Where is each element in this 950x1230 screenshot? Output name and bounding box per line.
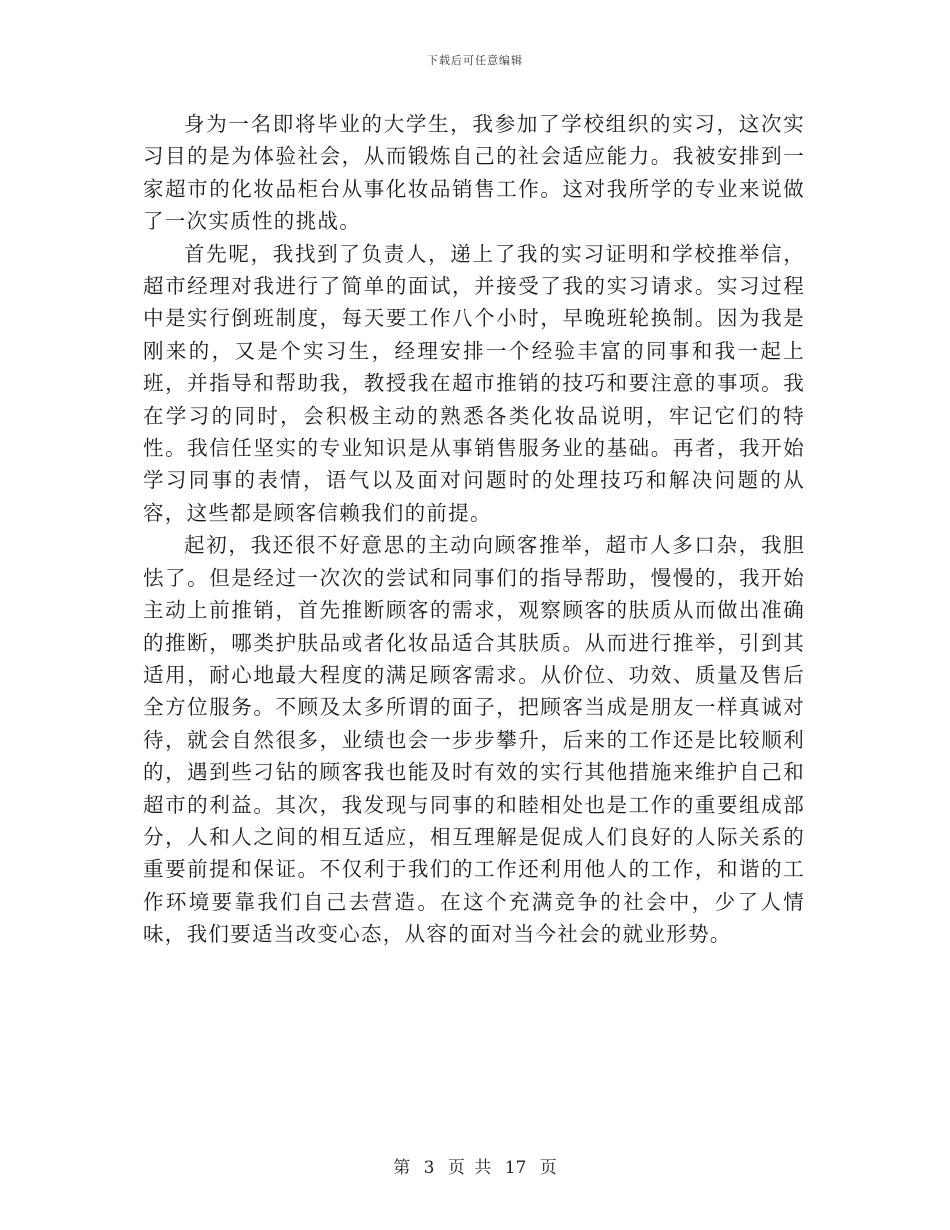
footer-suffix: 页	[539, 1158, 557, 1178]
document-body	[143, 108, 805, 951]
footer-prefix: 第	[393, 1158, 411, 1178]
footer-total-pages: 17	[504, 1158, 527, 1178]
footer-middle: 页 共	[447, 1158, 492, 1178]
page-footer	[0, 1153, 950, 1178]
header-note: 下载后可任意编辑	[427, 54, 523, 67]
paragraph-2: 首先呢，我找到了负责人，递上了我的实习证明和学校推举信，超市经理对我进行了简单的面试，并接受了我的实习请求。实习过程中是实行倒班制度，每天要工作八个小时，早晚班轮换制。因为我是刚来的，又是个实习生，经理安排一个经验丰富的同事和我一起上班，并指导和帮助我，教授我在超市推销的技巧和要注意的事项。我在学习的同时，会积极主动的熟悉各类化妆品说明，牢记它们的特性。我信任坚实的专业知识是从事销售服务业的基础。再者，我开始学习同事的表情，语气以及面对问题时的处理技巧和解决问题的从容，这些都是顾客信赖我们的前提。	[143, 241, 805, 525]
footer-page-number: 3	[423, 1158, 435, 1178]
paragraph-1: 身为一名即将毕业的大学生，我参加了学校组织的实习，这次实习目的是为体验社会，从而锻炼自己的社会适应能力。我被安排到一家超市的化妆品柜台从事化妆品销售工作。这对我所学的专业来说做了一次实质性的挑战。	[143, 112, 805, 234]
paragraph-3: 起初，我还很不好意思的主动向顾客推举，超市人多口杂，我胆怯了。但是经过一次次的尝试和同事们的指导帮助，慢慢的，我开始主动上前推销，首先推断顾客的需求，观察顾客的肤质从而做出准确的推断，哪类护肤品或者化妆品适合其肤质。从而进行推举，引到其适用，耐心地最大程度的满足顾客需求。从价位、功效、质量及售后全方位服务。不顾及太多所谓的面子，把顾客当成是朋友一样真诚对待，就会自然很多，业绩也会一步步攀升，后来的工作还是比较顺利的，遇到些刁钻的顾客我也能及时有效的实行其他措施来维护自己和超市的利益。其次，我发现与同事的和睦相处也是工作的重要组成部分，人和人之间的相互适应，相互理解是促成人们良好的人际关系的重要前提和保证。不仅利于我们的工作还利用他人的工作，和谐的工作环境要靠我们自己去营造。在这个充满竞争的社会中，少了人情味，我们要适当改变心态，从容的面对当今社会的就业形势。	[143, 533, 805, 947]
